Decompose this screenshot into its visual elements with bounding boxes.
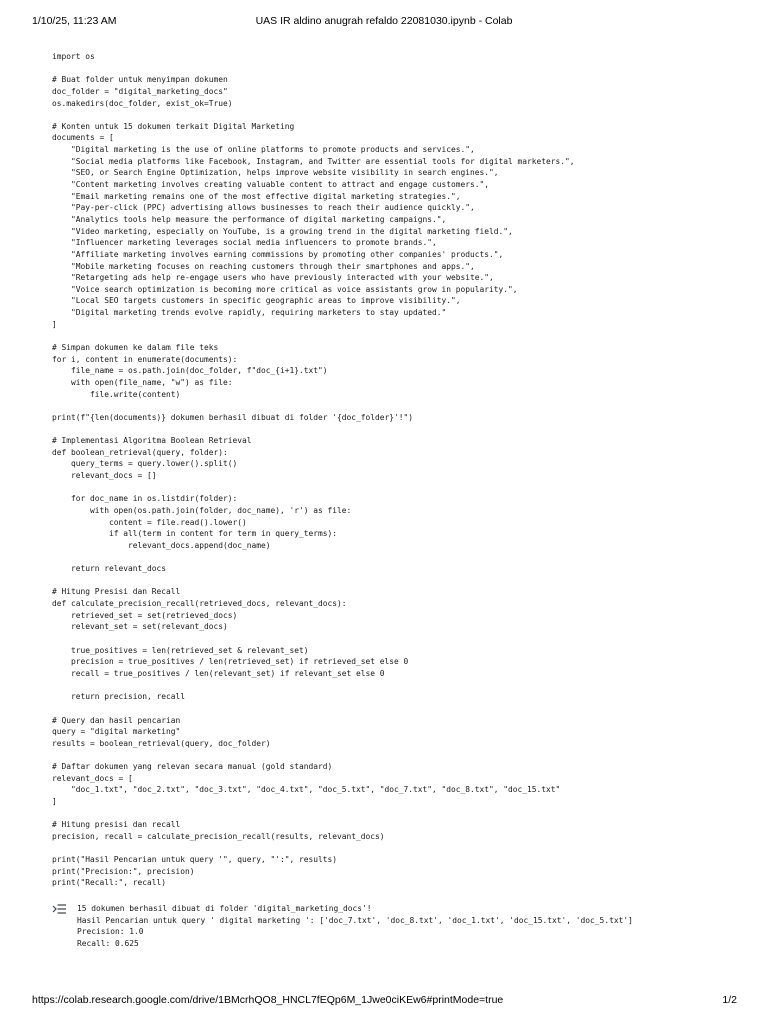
code-line: ] (52, 319, 57, 329)
code-line: "Mobile marketing focuses on reaching customers through their smartphones and apps.", (52, 261, 475, 271)
code-line: # Query dan hasil pencarian (52, 715, 181, 725)
code-line: file.write(content) (52, 389, 181, 399)
code-line (52, 109, 752, 121)
code-line: def calculate_precision_recall(retrieved_docs, relevant_docs): (52, 599, 347, 609)
code-line: os.makedirs(doc_folder, exist_ok=True) (52, 98, 233, 108)
page-title: UAS IR aldino anugrah refaldo 22081030.ipynb - Colab (255, 15, 513, 27)
code-line: "Influencer marketing leverages social media influencers to promote brands.", (52, 238, 437, 248)
code-line (52, 680, 752, 692)
code-line: precision, recall = calculate_precision_recall(results, relevant_docs) (52, 831, 385, 841)
code-line: def boolean_retrieval(query, folder): (52, 447, 228, 457)
code-line: "SEO, or Search Engine Optimization, helps improve website visibility in search engines.", (52, 168, 499, 178)
code-line: documents = [ (52, 133, 114, 143)
code-line: for i, content in enumerate(documents): (52, 354, 238, 364)
code-line: print("Recall:", recall) (52, 878, 167, 888)
code-line: relevant_docs = [] (52, 471, 157, 481)
code-line: recall = true_positives / len(relevant_set) if relevant_set else 0 (52, 668, 385, 678)
code-line: # Simpan dokumen ke dalam file teks (52, 343, 219, 353)
code-cell[interactable] (52, 51, 752, 889)
code-line: "Voice search optimization is becoming more critical as voice assistants grow in popularity.", (52, 284, 518, 294)
code-line (52, 749, 752, 761)
code-line (52, 575, 752, 587)
code-line: "Digital marketing is the use of online platforms to promote products and services.", (52, 145, 475, 155)
code-line (52, 424, 752, 436)
code-line: return relevant_docs (52, 564, 167, 574)
code-line: "Digital marketing trends evolve rapidly, requiring marketers to stay updated." (52, 308, 447, 318)
code-line: query = "digital marketing" (52, 727, 181, 737)
code-line: # Hitung Presisi dan Recall (52, 587, 181, 597)
code-line (52, 330, 752, 342)
code-line: print("Hasil Pencarian untuk query '", query, "':", results) (52, 855, 338, 865)
code-line (52, 843, 752, 855)
code-line (52, 400, 752, 412)
code-line: "doc_1.txt", "doc_2.txt", "doc_3.txt", "doc_4.txt", "doc_5.txt", "doc_7.txt", "doc_8.txt", "doc_15.txt" (52, 785, 561, 795)
code-line: results = boolean_retrieval(query, doc_folder) (52, 738, 271, 748)
output-line: Hasil Pencarian untuk query ' digital marketing ': ['doc_7.txt', 'doc_8.txt', 'doc_1.txt', 'doc_15.txt', 'doc_5.txt'] (77, 915, 633, 925)
output-line: Recall: 0.625 (77, 938, 139, 948)
code-line (52, 703, 752, 715)
code-line (52, 63, 752, 75)
code-line (52, 552, 752, 564)
page-number: 1/2 (722, 994, 737, 1006)
code-line: "Content marketing involves creating valuable content to attract and engage customers.", (52, 180, 490, 190)
code-line: "Pay-per-click (PPC) advertising allows businesses to reach their audience quickly.", (52, 203, 475, 213)
code-line: with open(os.path.join(folder, doc_name), 'r') as file: (52, 505, 352, 515)
code-line: relevant_docs = [ (52, 773, 133, 783)
code-line: for doc_name in os.listdir(folder): (52, 494, 238, 504)
cell-output (77, 903, 737, 950)
code-line: "Video marketing, especially on YouTube, is a growing trend in the digital marketing field.", (52, 226, 513, 236)
code-line: "Analytics tools help measure the performance of digital marketing campaigns.", (52, 214, 447, 224)
page-url: https://colab.research.google.com/drive/1BMcrhQO8_HNCL7fEQp6M_1Jwe0ciKEw6#printMode=true (32, 994, 504, 1006)
code-line: "Local SEO targets customers in specific geographic areas to improve visibility.", (52, 296, 461, 306)
code-line: "Affiliate marketing involves earning commissions by promoting other companies' products.", (52, 249, 504, 259)
code-line (52, 808, 752, 820)
code-line: "Social media platforms like Facebook, Instagram, and Twitter are essential tools for digital marketers.", (52, 156, 575, 166)
code-line (52, 633, 752, 645)
code-line: print(f"{len(documents)} dokumen berhasil dibuat di folder '{doc_folder}'!") (52, 412, 414, 422)
code-line: content = file.read().lower() (52, 517, 247, 527)
code-line: with open(file_name, "w") as file: (52, 377, 233, 387)
output-toggle-icon[interactable] (52, 903, 68, 917)
code-line: # Hitung presisi dan recall (52, 820, 181, 830)
code-line (52, 482, 752, 494)
code-line: # Daftar dokumen yang relevan secara manual (gold standard) (52, 762, 333, 772)
code-line: "Retargeting ads help re-engage users who have previously interacted with your website.", (52, 273, 494, 283)
code-line: ] (52, 797, 57, 806)
code-line: doc_folder = "digital_marketing_docs" (52, 86, 228, 96)
code-line: # Konten untuk 15 dokumen terkait Digital Marketing (52, 121, 295, 131)
code-line: "Email marketing remains one of the most effective digital marketing strategies.", (52, 191, 461, 201)
code-line: precision = true_positives / len(retrieved_set) if retrieved_set else 0 (52, 657, 409, 667)
output-line: 15 dokumen berhasil dibuat di folder 'digital_marketing_docs'! (77, 904, 372, 913)
code-line: # Buat folder untuk menyimpan dokumen (52, 75, 228, 85)
code-line: relevant_docs.append(doc_name) (52, 540, 271, 550)
code-line: import os (52, 52, 95, 61)
output-line: Precision: 1.0 (77, 927, 144, 937)
code-line: return precision, recall (52, 692, 186, 702)
code-line: if all(term in content for term in query_terms): (52, 529, 338, 539)
code-line: file_name = os.path.join(doc_folder, f"doc_{i+1}.txt") (52, 366, 328, 376)
code-line: print("Precision:", precision) (52, 866, 195, 876)
code-line: # Implementasi Algoritma Boolean Retrieval (52, 436, 252, 446)
print-datetime: 1/10/25, 11:23 AM (32, 15, 117, 27)
code-line: relevant_set = set(relevant_docs) (52, 622, 228, 632)
code-line: retrieved_set = set(retrieved_docs) (52, 610, 238, 620)
code-line: true_positives = len(retrieved_set & relevant_set) (52, 645, 309, 655)
code-line: query_terms = query.lower().split() (52, 459, 238, 469)
